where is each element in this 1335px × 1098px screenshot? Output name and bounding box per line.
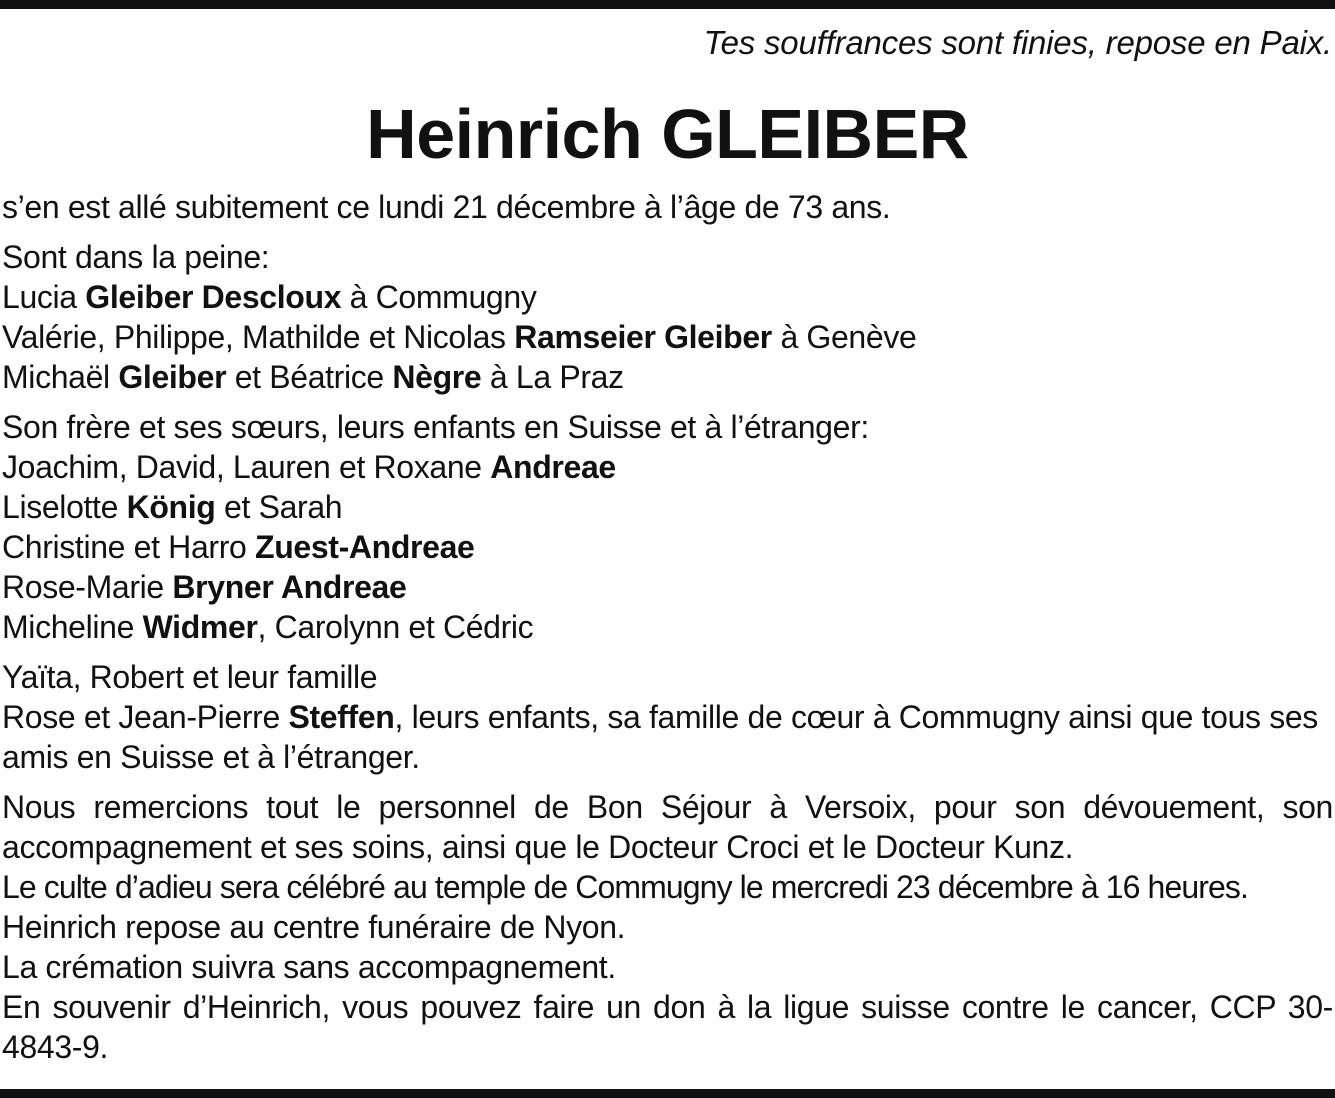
bottom-rule	[0, 1089, 1335, 1098]
sibling-line: Liselotte König et Sarah	[2, 489, 343, 525]
obituary-body	[2, 187, 1333, 1067]
thanks-text: Nous remercions tout le personnel de Bon Séjour à Versoix, pour son dévouement, son accompagnement et ses soins, ainsi que le Docteur Croci et le Docteur Kunz.	[2, 789, 1333, 865]
sibling-line: Joachim, David, Lauren et Roxane Andreae	[2, 449, 616, 485]
donation-text: En souvenir d’Heinrich, vous pouvez faire un don à la ligue suisse contre le cancer, CCP 30-4843-9.	[2, 989, 1333, 1065]
mourner-line: Lucia Gleiber Descloux à Commugny	[2, 279, 537, 315]
closing-section	[2, 787, 1333, 1067]
mourners-intro: Sont dans la peine:	[2, 239, 270, 275]
announcement: s’en est allé subitement ce lundi 21 décembre à l’âge de 73 ans.	[2, 189, 891, 225]
sibling-line: Rose-Marie Bryner Andreae	[2, 569, 407, 605]
others-line: Yaïta, Robert et leur famille	[2, 659, 378, 695]
siblings-intro: Son frère et ses sœurs, leurs enfants en Suisse et à l’étranger:	[2, 409, 869, 445]
epigraph: Tes souffrances sont finies, repose en Paix.	[703, 24, 1332, 61]
deceased-name: Heinrich GLEIBER	[366, 95, 969, 173]
top-rule	[0, 0, 1335, 9]
mourner-line: Michaël Gleiber et Béatrice Nègre à La Praz	[2, 359, 624, 395]
mourners-section	[2, 237, 1333, 397]
sibling-line: Micheline Widmer, Carolynn et Cédric	[2, 609, 534, 645]
others-text: Rose et Jean-Pierre Steffen, leurs enfants, sa famille de cœur à Commugny ainsi que tous ses amis en Suisse et à l’étranger.	[2, 699, 1318, 775]
mourner-line: Valérie, Philippe, Mathilde et Nicolas Ramseier Gleiber à Genève	[2, 319, 917, 355]
sibling-line: Christine et Harro Zuest-Andreae	[2, 529, 475, 565]
siblings-section	[2, 407, 1333, 647]
ceremony-text: Le culte d’adieu sera célébré au temple de Commugny le mercredi 23 décembre à 16 heures.	[2, 869, 1248, 905]
rest-text: Heinrich repose au centre funéraire de Nyon.	[2, 909, 626, 945]
others-section	[2, 657, 1333, 777]
cremation-text: La crémation suivra sans accompagnement.	[2, 949, 616, 985]
